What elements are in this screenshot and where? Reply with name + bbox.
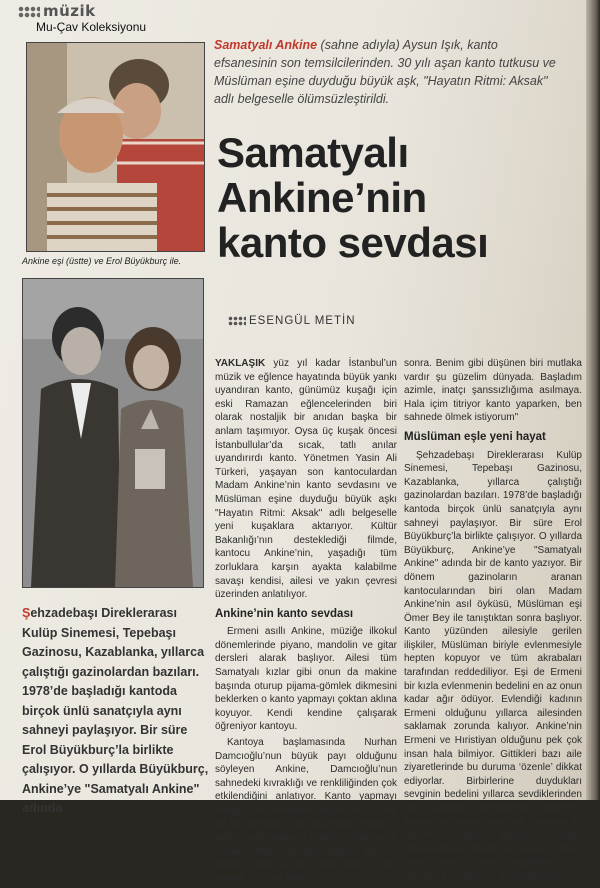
section-label (18, 2, 96, 20)
lead-name: Samatyalı Ankine (214, 38, 318, 52)
article-title (217, 130, 488, 265)
intro-paragraph (215, 357, 397, 602)
body-paragraph: Şehzadebaşı Direklerarası Kulüp Sinemesi, Tepebaşı Gazinosu, Kazablanka, yıllarca çalıştığı gazinolardan bazıları. 1978’de başladığı kantoda birçok ünlü sanatçıyla aynı sahneyi paylaşıyor. Bir süre Erol Büyükburç’la birlikte çalışıyor. O yıllarda Büyükburç, Ankine’ye "Samatyalı Ankine" adında bir de kanto yazıyor. Bir dönem gazinoların aranan kantocularından biri olan Madam Ankine’nin asıl öyküsü, Müslüman eşi Ömer Bey ile tanıştıktan sonra başlıyor. Kanto yüzünden ailesiyle gerilen ilişkiler, Müslüman biriyle evlenmesiyle hepten kopuyor ve tüm akrabaları tarafından reddediliyor. Eşi de Ermeni bir kızla evlenmenin bedelini en az onun kadar ağır ödüyor. Evlendiği kadının Ermeni olduğunu yıllarca ailesinden saklamak zorunda kalıyor. Ankine’nin Ermeni ve Hıristiyan olduğunu pek çok insan hala bilmiyor. Gittikleri bazı aile ziyaretlerinde bu duruma ‘özenle’ dikkat ediyorlar. Birbirlerine duydukları sevginin bedelini yıllarca sevdiklerinden ayrı kalarak ödediklerini söyleyen Ankine, aç kaldıklarını, tek çocukları ile da’ıyet islamiş bayat ekmekle doyurduklarını günleri anlatırken gözleri hala dolup, ama sevgilerinin ne pişmanlık hiçbir şeye yitirmediklerini (404, 449, 582, 882)
photo-caption: Ankine eşi (üstte) ve Erol Büyükburç ile. (22, 256, 182, 266)
intro-text: yüz yıl kadar İstanbul’un müzik ve eğlence hayatında büyük yankı uyandıran kanto, günümüz kuşağı için eski Ramazan eğlencelerinden biri olarak nostaljik bir anıdan başka bir anlam taşımıyor. Oysa üç kuşak öncesi İstanbullular’da sıcak, tatlı anılar uyandırırdı kanto. Yönetmen Yasin Ali Türkeri, yaşayan son kantoculardan Madam Ankine’nin kanto sevdasını ve Müslüman eşine duyduğu büyük aşkı "Hayatın Ritmi: Aksak" adlı belgeselle yeni kuşaklara aktarıyor. Kültür Bakanlığı’nın desteklediği filmde, kantocu Ankine’nin, yaşadığı tüm zorluklara karşın ayakta kalabilme savaşı kendisi, ailesi ve yakın çevresi üzerinden anlatılıyor. (215, 358, 397, 601)
title-line-2: Ankine’nin (217, 174, 427, 221)
title-line-3: kanto sevdası (217, 219, 489, 266)
body-paragraph: Ermeni asıllı Ankine, müziğe ilkokul dönemlerinde piyano, mandolin ve gitar dersleri alarak başlıyor. Ailesi tüm Samatyalı kızlar gibi onun da makine başında oturup pijama-gömlek dikmesini beklerken o kanto yapmayı çoktan aklına koyuyor. Kendi kendine çalışarak öğreniyor kantoyu. (215, 626, 397, 733)
pull-quote (22, 604, 210, 819)
lead-text: (sahne adıyla) Aysun Işık, kanto efsanesinin son temsilcilerinden. 30 yılı aşan kanto tutkusu ve Müslüman eşine duyduğu büyük aşk, "Hayatın Ritmi: Aksak" adlı belgeselle ölümsüzleştirildi. (214, 38, 556, 106)
dots-icon (228, 316, 246, 326)
body-paragraph: sonra. Benim gibi düşünen biri mutlaka vardır şu güzelim dünyada. Başladım azimle, inatçı şanssızlığıma asılmaya. Hala içim titriyor kanto yaparken, ben sahnede ölmek istiyorum" (404, 358, 582, 424)
intro-lead: YAKLAŞIK (215, 358, 266, 369)
section-title: müzik (43, 2, 96, 20)
erol-photo (22, 278, 204, 588)
collection-label: Mu-Çav Koleksiyonu (36, 20, 147, 34)
section-heading: Ankine’nin kanto sevdası (215, 607, 354, 620)
column-a (215, 357, 397, 888)
section-heading: Müslüman eşle yeni hayat (404, 430, 546, 443)
title-line-1: Samatyalı (217, 129, 409, 176)
dots-icon (18, 6, 40, 18)
column-b (404, 357, 582, 886)
couple-photo (26, 42, 205, 252)
author-byline (228, 315, 356, 327)
page-edge (586, 0, 600, 800)
drop-cap: Ş (22, 606, 31, 620)
pull-quote-text: ehzadebaşı Direklerarası Kulüp Sinemesi, Tepebaşı Gazinosu, Kazablanka, yıllarca çalıştığı gazinolardan bazıları. 1978’de başladığı kantoda birçok ünlü sanatçıyla aynı sahneyi paylaşıyor. Bir süre Erol Büyükburç’la birlikte çalışıyor. O yıllarda Büyükburç, Ankine’ye "Samatyalı Ankine" adında (22, 606, 209, 815)
lead-paragraph (214, 36, 559, 108)
author-name: ESENGÜL METİN (249, 315, 356, 327)
body-paragraph: Kantoya başlamasında Nurhan Damcıoğlu’nun büyük payı olduğunu söyleyen Ankine, Damcıoğlu’nun sahnedeki kıvraklığı ve renkliliğinden çok etkilendiğini anlatıyor. Kanto yapmayı seçtiği için ailesinden büyük tepki alsa da hiç yılmadan yoluna devam ediyor. O yılları şöyle anlatıyor Ankine: "Yıllarca ne zorluk çektim. Ne aşamalardan geçtim, kimiler yaktı canımı, acıttı içimi. Çoğu zaman zor oldu kimi (215, 737, 397, 884)
